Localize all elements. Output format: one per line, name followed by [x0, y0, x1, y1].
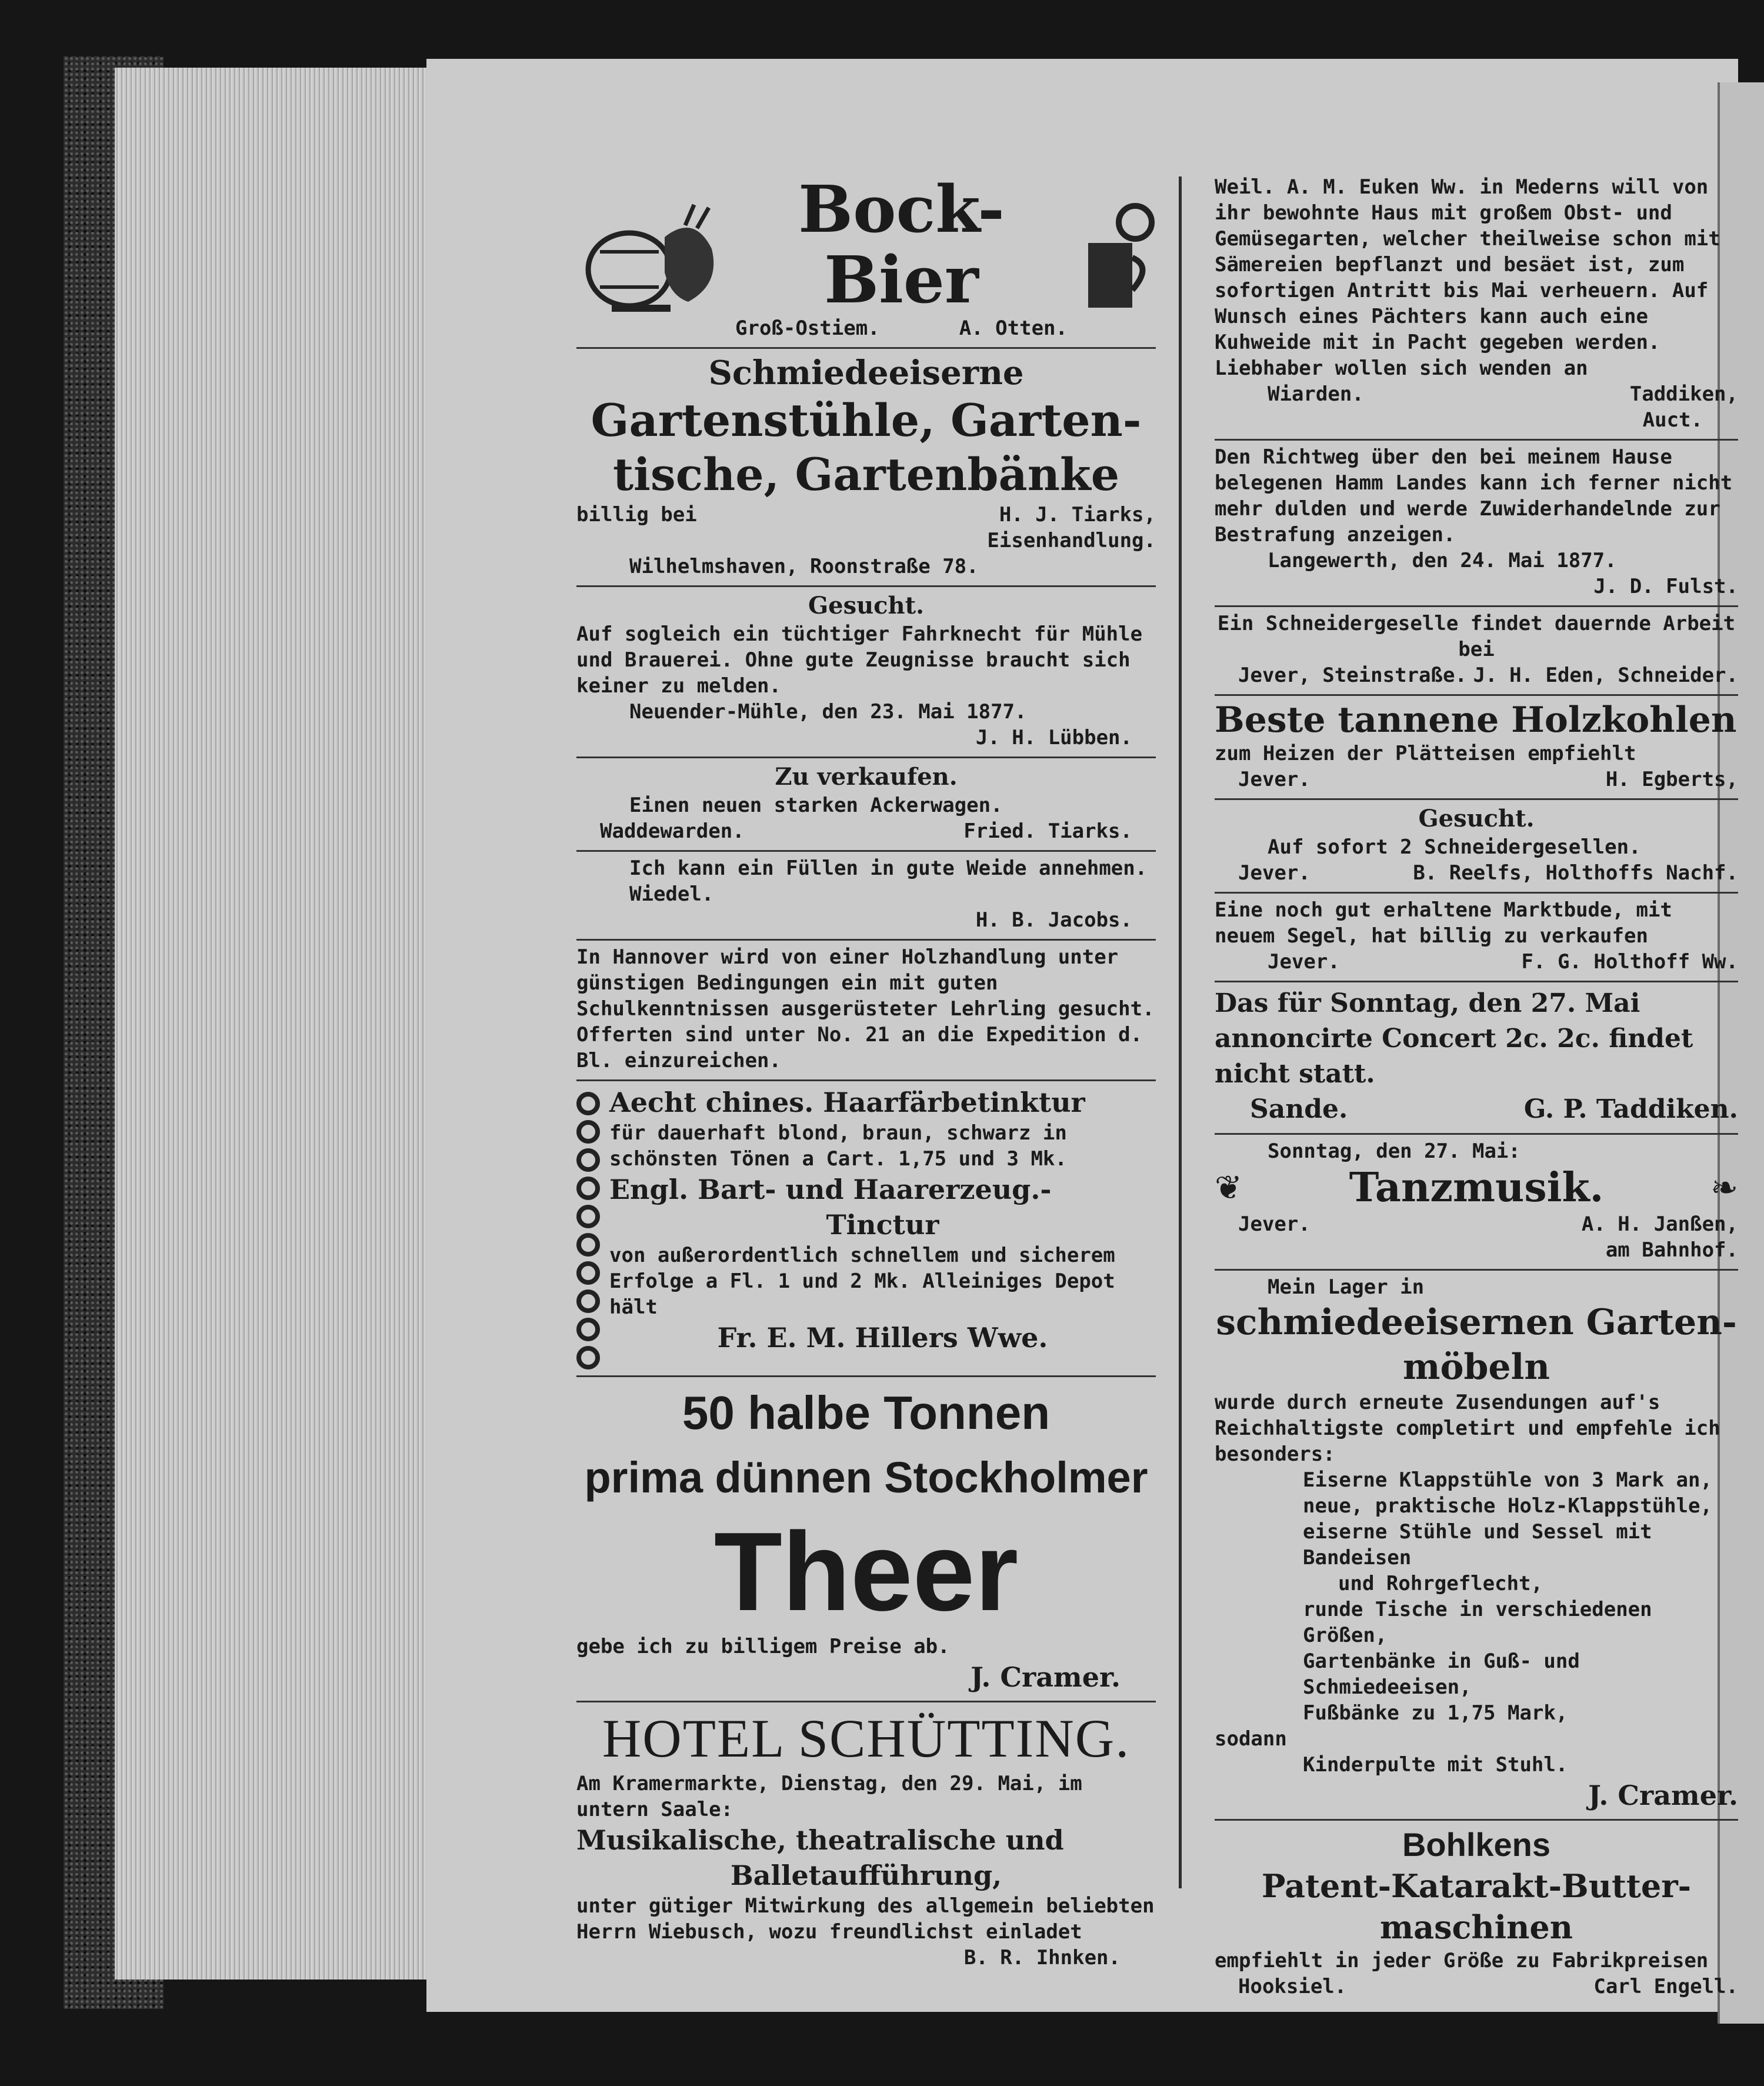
- marktbude-body: Eine noch gut erhaltene Marktbude, mit neuem Segel, hat billig zu verkaufen: [1215, 898, 1672, 948]
- ad-bockbier: [576, 171, 1156, 349]
- column-rule: [1179, 176, 1182, 1888]
- tanzmusik-place: Jever.: [1238, 1212, 1311, 1236]
- marktbude-name: F. G. Holthoff Ww.: [1521, 950, 1738, 974]
- haar-name: Fr. E. M. Hillers Wwe.: [717, 1322, 1048, 1354]
- schneider-body: Ein Schneidergeselle findet dauernde Arbeit bei: [1217, 612, 1736, 661]
- gesucht2-place: Jever.: [1238, 861, 1311, 885]
- verkaufen-place: Waddewarden.: [600, 819, 745, 843]
- hannover-offer: Offerten sind unter No. 21 an die Expedition d. Bl. einzureichen.: [576, 1023, 1143, 1072]
- gartenmoebel-line3: tische, Gartenbänke: [612, 448, 1120, 501]
- ad-lehrling-hannover: [576, 941, 1156, 1081]
- theer-name: J. Cramer.: [971, 1661, 1121, 1693]
- hotel-title2: Musikalische, theatralische und: [576, 1824, 1064, 1856]
- gesucht1-dateline: Neuender-Mühle, den 23. Mai 1877.: [629, 700, 1027, 724]
- hotel-name: B. R. Ihnken.: [963, 1946, 1121, 1970]
- right-column: [1215, 171, 1738, 1998]
- lager-last-item: Kinderpulte mit Stuhl.: [1303, 1753, 1568, 1777]
- lager-item: runde Tische in verschiedenen Größen,: [1303, 1598, 1652, 1647]
- ad-gesucht-schneider: [1215, 800, 1738, 894]
- holzkohlen-place: Jever.: [1238, 768, 1311, 791]
- theer-line1: 50 halbe Tonnen: [682, 1387, 1051, 1439]
- lager-title1: schmiedeeisernen Garten-: [1216, 1302, 1737, 1343]
- bohlkens-title3: maschinen: [1379, 1908, 1573, 1946]
- fuellen-body: Ich kann ein Füllen in gute Weide annehmen.: [629, 857, 1148, 880]
- concert-place: Sande.: [1250, 1094, 1348, 1124]
- holzkohlen-title: Beste tannene Holzkohlen: [1215, 699, 1737, 741]
- hannover-body: In Hannover wird von einer Holzhandlung unter günstigen Bedingungen ein mit guten Schulkenntnissen ausgerüsteter Lehrling gesucht.: [576, 945, 1155, 1021]
- concert-name: G. P. Taddiken.: [1523, 1094, 1738, 1124]
- theer-body: gebe ich zu billigem Preise ab.: [576, 1635, 950, 1658]
- flourish-left-icon: ❦: [1215, 1168, 1242, 1207]
- verkaufen-body: Einen neuen starken Ackerwagen.: [629, 794, 1003, 817]
- marktbude-place: Jever.: [1268, 950, 1340, 974]
- bockbier-title: Bock-Bier: [798, 171, 1005, 318]
- ad-theer: [576, 1377, 1156, 1702]
- gartenmoebel-trade: Eisenhandlung.: [987, 529, 1156, 552]
- tanzmusik-date: Sonntag, den 27. Mai:: [1268, 1139, 1520, 1163]
- left-column: [576, 171, 1156, 1970]
- lager-item: eiserne Stühle und Sessel mit Bandeisen: [1303, 1520, 1652, 1570]
- tanzmusik-name: A. H. Janßen,: [1581, 1212, 1738, 1236]
- hotel-body: Am Kramermarkte, Dienstag, den 29. Mai, im untern Saale:: [576, 1772, 1082, 1821]
- eucken-body: Weil. A. M. Euken Ww. in Mederns will von ihr bewohnte Haus mit großem Obst- und Gemüsegarten, welcher theilweise schon mit Sämereien bepflanzt und besäet ist, zum sofortigen Antritt bis Mai verheuern. Auf Wunsch eines Pächters kann auch eine Kuhweide mit in Pacht gegeben werden. Liebhaber wollen sich wenden an: [1215, 175, 1720, 380]
- eucken-place: Wiarden.: [1268, 382, 1364, 406]
- tanzmusik-address: am Bahnhof.: [1605, 1238, 1738, 1262]
- ad-marktbude: [1215, 894, 1738, 982]
- gesucht1-name: J. H. Lübben.: [975, 726, 1132, 749]
- lager-item: Fußbänke zu 1,75 Mark,: [1303, 1701, 1568, 1725]
- haar-title1: Aecht chines. Haarfärbetinktur: [609, 1087, 1085, 1118]
- ad-hotel-schuetting: [576, 1702, 1156, 1977]
- ad-gesucht-fahrknecht: [576, 587, 1156, 758]
- lager-intro: Mein Lager in: [1268, 1275, 1425, 1299]
- ad-zu-verkaufen: [576, 758, 1156, 852]
- bohlkens-place: Hooksiel.: [1238, 1975, 1347, 1998]
- gartenmoebel-address: Wilhelmshaven, Roonstraße 78.: [629, 555, 979, 578]
- lager-item: Eiserne Klappstühle von 3 Mark an,: [1303, 1468, 1712, 1492]
- richtweg-body: Den Richtweg über den bei meinem Hause belegenen Hamm Landes kann ich ferner nicht mehr dulden und werde Zuwiderhandelnde zur Bestrafung anzeigen.: [1215, 445, 1733, 547]
- bohlkens-title1: Bohlkens: [1402, 1826, 1551, 1863]
- lager-item: neue, praktische Holz-Klappstühle,: [1303, 1494, 1712, 1518]
- bohlkens-name: Carl Engell.: [1593, 1975, 1738, 1998]
- lager-item: Gartenbänke in Guß- und Schmiedeeisen,: [1303, 1650, 1580, 1699]
- richtweg-name: J. D. Fulst.: [1593, 575, 1738, 598]
- gesucht1-heading: Gesucht.: [808, 592, 925, 619]
- hotel-body2: unter gütiger Mitwirkung des allgemein beliebten Herrn Wiebusch, wozu freundlichst einladet: [576, 1894, 1155, 1944]
- lager-sodann: sodann: [1215, 1727, 1287, 1751]
- gartenmoebel-line1: Schmiedeeiserne: [708, 354, 1024, 392]
- flourish-right-icon: ❧: [1710, 1168, 1738, 1207]
- theer-line3: Theer: [713, 1509, 1019, 1634]
- ad-tanzmusik: [1215, 1135, 1738, 1271]
- tanzmusik-title: Tanzmusik.: [1349, 1164, 1604, 1211]
- ad-eucken: [1215, 171, 1738, 441]
- gesucht1-body: Auf sogleich ein tüchtiger Fahrknecht für Mühle und Brauerei. Ohne gute Zeugnisse braucht sich keiner zu melden.: [576, 622, 1143, 698]
- gesucht2-name: B. Reelfs, Holthoffs Nachf.: [1413, 861, 1738, 885]
- gesucht2-heading: Gesucht.: [1418, 805, 1535, 832]
- ad-holzkohlen: [1215, 696, 1738, 800]
- theer-line2: prima dünnen Stockholmer: [584, 1453, 1148, 1502]
- page-edges: [115, 68, 435, 1980]
- bohlkens-body: empfiehlt in jeder Größe zu Fabrikpreisen: [1215, 1949, 1709, 1972]
- lager-body: wurde durch erneute Zusendungen auf's Reichhaltigste completirt und empfehle ich besonders:: [1215, 1391, 1720, 1466]
- gartenmoebel-cheap: billig bei: [576, 503, 697, 527]
- fuellen-place: Wiedel.: [629, 882, 714, 906]
- ad-schneidergeselle: [1215, 607, 1738, 696]
- haar-title2: Engl. Bart- und Haarerzeug.-: [609, 1174, 1052, 1205]
- concert-title: Das für Sonntag, den 27. Mai annoncirte Concert 2c. 2c. findet nicht statt.: [1215, 988, 1693, 1089]
- ad-gartenmoebel: [576, 349, 1156, 587]
- eucken-title: Auct.: [1642, 408, 1703, 432]
- lager-item: und Rohrgeflecht,: [1338, 1572, 1543, 1595]
- decorative-circles: [576, 1085, 600, 1369]
- gesucht2-body: Auf sofort 2 Schneidergesellen.: [1268, 835, 1641, 859]
- eucken-name: Taddiken,: [1629, 382, 1738, 406]
- ad-fuellen: [576, 852, 1156, 941]
- holzkohlen-name: H. Egberts,: [1605, 768, 1738, 791]
- gartenmoebel-line2: Gartenstühle, Garten-: [591, 394, 1142, 446]
- hotel-title: HOTEL SCHÜTTING.: [602, 1708, 1131, 1768]
- schneider-place: Jever, Steinstraße.: [1238, 664, 1467, 687]
- gartenmoebel-name: H. J. Tiarks,: [999, 503, 1156, 527]
- ad-lager: [1215, 1271, 1738, 1821]
- richtweg-dateline: Langewerth, den 24. Mai 1877.: [1268, 549, 1617, 572]
- haar-body2: von außerordentlich schnellem und sicherem Erfolge a Fl. 1 und 2 Mk. Alleiniges Depot hält: [609, 1244, 1115, 1319]
- hotel-title3: Balletaufführung,: [730, 1860, 1002, 1891]
- ad-richtweg: [1215, 441, 1738, 607]
- lager-title2: möbeln: [1402, 1347, 1550, 1388]
- bohlkens-title2: Patent-Katarakt-Butter-: [1261, 1867, 1692, 1905]
- verkaufen-heading: Zu verkaufen.: [775, 763, 958, 791]
- ad-concert: [1215, 982, 1738, 1135]
- bockbier-place: Groß-Ostiem.: [735, 316, 880, 340]
- ad-bohlkens: [1215, 1821, 1738, 2005]
- ad-haarfaerbe: [576, 1081, 1156, 1377]
- fuellen-name: H. B. Jacobs.: [975, 908, 1132, 932]
- verkaufen-name: Fried. Tiarks.: [963, 819, 1132, 843]
- goat-barrel-icon: [576, 202, 723, 314]
- haar-body1: für dauerhaft blond, braun, schwarz in schönsten Tönen a Cart. 1,75 und 3 Mk.: [609, 1121, 1067, 1171]
- holzkohlen-body: zum Heizen der Plätteisen empfiehlt: [1215, 742, 1636, 765]
- bockbier-name: A. Otten.: [959, 316, 1068, 340]
- haar-title3: Tinctur: [826, 1209, 939, 1241]
- lager-name: J. Cramer.: [1588, 1780, 1738, 1811]
- schneider-name: J. H. Eden, Schneider.: [1473, 664, 1738, 687]
- beer-mug-icon: [1079, 202, 1156, 314]
